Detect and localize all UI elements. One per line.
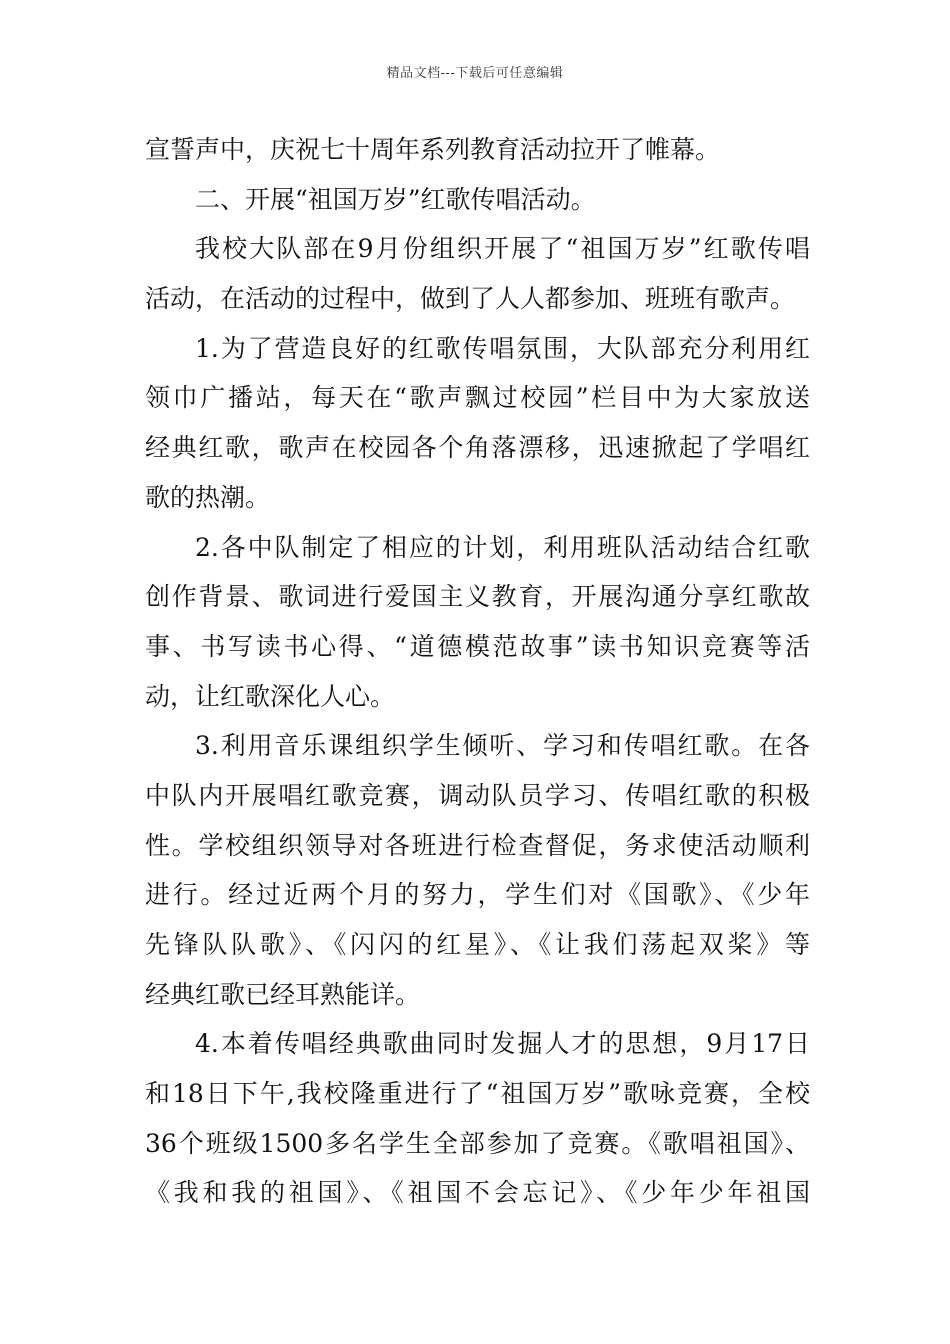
document-body [145,125,810,1218]
text-line: 创作背景、歌词进行爱国主义教育，开展沟通分享红歌故 [145,582,810,612]
text-line: 4.本着传唱经典歌曲同时发掘人才的思想，9月17日 [195,1029,810,1059]
text-line: 先锋队队歌》、《闪闪的红星》、《让我们荡起双桨》等 [145,930,810,959]
text-line: 歌的热潮。 [145,482,271,512]
text-line: 36个班级1500多名学生全部参加了竞赛。《歌唱祖国》、 [145,1128,810,1158]
text-line: 活动，在活动的过程中，做到了人人都参加、班班有歌声。 [145,284,796,314]
text-line: 领巾广播站，每天在“歌声飘过校园”栏目中为大家放送 [145,383,810,413]
text-line: 进行。经过近两个月的努力，学生们对《国歌》、《少年 [145,880,810,910]
text-line: 二、开展“祖国万岁”红歌传唱活动。 [195,184,596,214]
text-line: 3.利用音乐课组织学生倾听、学习和传唱红歌。在各 [195,731,810,761]
text-line: 性。学校组织领导对各班进行检查督促，务求使活动顺利 [145,830,810,860]
text-line: 和18日下午,我校隆重进行了“祖国万岁”歌咏竞赛，全校 [145,1079,810,1109]
text-line: 事、书写读书心得、“道德模范故事”读书知识竞赛等活 [145,631,810,661]
text-line: 宣誓声中，庆祝七十周年系列教育活动拉开了帷幕。 [145,135,721,164]
text-line: 中队内开展唱红歌竞赛，调动队员学习、传唱红歌的积极 [145,780,810,810]
text-line: 动，让红歌深化人心。 [145,681,396,711]
text-line: 经典红歌，歌声在校园各个角落漂移，迅速掀起了学唱红 [145,433,810,463]
text-line: 《我和我的祖国》、《祖国不会忘记》、《少年少年祖国 [145,1178,810,1208]
text-line: 2.各中队制定了相应的计划，利用班队活动结合红歌 [195,532,810,562]
text-line: 经典红歌已经耳熟能详。 [145,979,421,1009]
text-line: 1.为了营造良好的红歌传唱氛围，大队部充分利用红 [195,333,810,363]
page-header: 精品文档---下载后可任意编辑 [386,66,564,81]
text-line: 我校大队部在9月份组织开展了“祖国万岁”红歌传唱 [195,234,810,264]
